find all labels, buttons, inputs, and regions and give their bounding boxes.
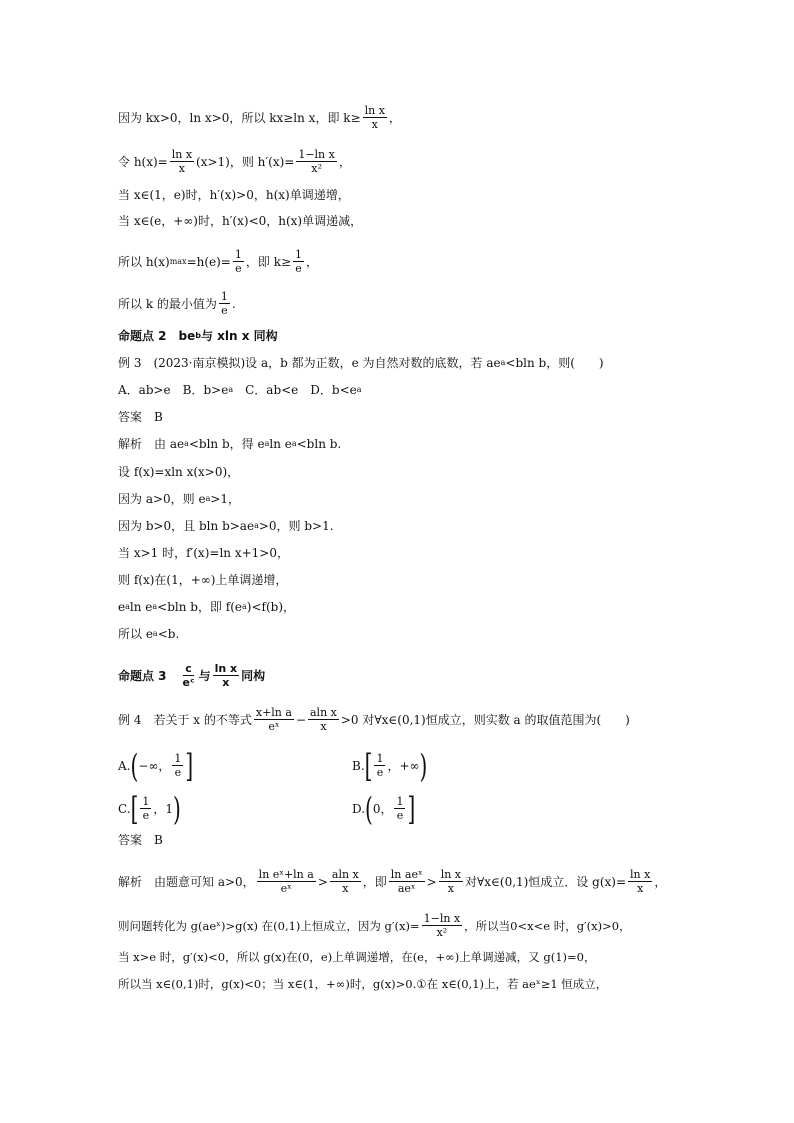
text-run: aln x xyxy=(310,706,337,719)
text-run: a xyxy=(500,358,506,367)
text-run: 因为 a>0，则 e xyxy=(118,492,206,506)
solution-4-line-4 xyxy=(118,976,607,992)
text-run: x² xyxy=(311,162,322,175)
line-5 xyxy=(118,248,318,275)
fraction xyxy=(254,706,294,733)
text-run: ， xyxy=(654,874,667,889)
text-run: 例 4 若关于 x 的不等式 xyxy=(118,712,252,727)
text-run: <bln b. xyxy=(296,437,342,451)
text-run: a xyxy=(228,385,234,394)
line-4 xyxy=(118,213,362,229)
fraction xyxy=(363,104,387,131)
text-run: x² xyxy=(436,926,448,939)
text-run: x+ln a xyxy=(255,706,292,719)
text-run: ， xyxy=(338,154,351,169)
fraction xyxy=(181,662,197,689)
fraction xyxy=(330,868,361,895)
solution-3-line-6 xyxy=(118,572,287,588)
text-run: ，所以当0<x<e 时，g′(x)>0， xyxy=(464,918,631,933)
fraction xyxy=(233,248,244,275)
text-run: − xyxy=(295,712,306,727)
text-run: >0，则 b>1. xyxy=(258,519,334,533)
text-run: 所以 k 的最小值为 xyxy=(118,296,217,311)
text-run: e xyxy=(396,809,404,822)
text-run: 例 3 (2023·南京模拟)设 a，b 都为正数，e 为自然对数的底数，若 ae xyxy=(118,356,501,370)
fraction xyxy=(219,290,230,317)
answer-4 xyxy=(118,832,163,848)
text-run: 当 x∈(e，+∞)时，h′(x)<0，h(x)单调递减， xyxy=(118,214,363,228)
text-run: e xyxy=(376,766,384,779)
text-run: )<f(b)， xyxy=(246,600,296,614)
fraction xyxy=(394,795,405,822)
text-run: =h(e)= xyxy=(186,254,231,269)
line-2 xyxy=(118,148,351,175)
text-run: x xyxy=(637,882,644,895)
text-run: ln aeˣ xyxy=(390,868,423,881)
text-run: 设 f(x)=xln x(x>0)， xyxy=(118,465,240,479)
fraction xyxy=(293,248,304,275)
text-run: e xyxy=(118,600,126,614)
text-run: (x>1)，则 h′(x)= xyxy=(196,154,295,169)
text-run: aln x xyxy=(331,868,359,881)
text-run: ，即 xyxy=(362,874,387,889)
text-run: ，即 k≥ xyxy=(245,254,292,269)
text-run: > xyxy=(426,874,437,889)
text-run: eᶜ xyxy=(182,676,195,689)
text-run: aeˣ xyxy=(397,882,416,895)
text-run: ln x xyxy=(214,662,238,675)
text-run: a xyxy=(125,602,130,611)
text-run: 解析 由 ae xyxy=(118,437,185,451)
text-run: >1， xyxy=(210,492,241,506)
text-run: D. xyxy=(352,801,366,816)
fraction xyxy=(140,795,151,822)
line-1 xyxy=(118,104,401,131)
text-run: ， xyxy=(306,254,319,269)
solution-4-line-2 xyxy=(118,912,631,939)
text-run: 命题点 2 be xyxy=(118,329,196,343)
fraction xyxy=(213,662,240,689)
text-run: ，+∞ xyxy=(387,758,420,773)
solution-3-line-8 xyxy=(118,626,179,642)
text-run: 当 x∈(1，e)时，h′(x)>0，h(x)单调递增， xyxy=(118,188,350,202)
fraction xyxy=(422,912,463,939)
text-run: > xyxy=(317,874,328,889)
text-run: eˣ xyxy=(280,882,292,895)
text-run: A．ab>e B．b>e xyxy=(118,383,229,397)
text-run: 对∀x∈(0,1)恒成立．设 g(x)= xyxy=(465,874,627,889)
line-6 xyxy=(118,290,236,317)
text-run: x xyxy=(178,162,185,175)
line-3 xyxy=(118,187,350,203)
fraction xyxy=(172,752,183,779)
text-run: >0 对∀x∈(0,1)恒成立，则实数 a 的取值范围为( ) xyxy=(340,712,630,727)
text-run: e xyxy=(174,766,182,779)
option-b: B. [ $\frac{1}{e}$ ，+∞ ) xyxy=(352,746,428,785)
text-run: 令 h(x)= xyxy=(118,154,168,169)
text-run: a xyxy=(264,439,270,448)
text-run: 因为 b>0，且 bln b>ae xyxy=(118,519,255,533)
text-run: 1 xyxy=(174,752,182,765)
fraction xyxy=(308,706,339,733)
solution-3-line-4 xyxy=(118,518,334,534)
text-run: . xyxy=(231,296,236,311)
text-run: a xyxy=(205,494,211,503)
text-run: 则问题转化为 g(aeˣ)>g(x) 在(0,1)上恒成立，因为 g′(x)= xyxy=(118,918,420,933)
text-run: ， xyxy=(388,110,401,125)
text-run: 1 xyxy=(396,795,404,808)
text-run: 1 xyxy=(376,752,384,765)
text-run: ln e xyxy=(269,437,292,451)
text-run: −∞， xyxy=(138,758,171,773)
text-run: e xyxy=(221,304,228,317)
text-run: ln x xyxy=(364,104,385,117)
text-run: <bln b，则( ) xyxy=(505,356,604,370)
text-run: ，1 xyxy=(153,801,174,816)
text-run: a xyxy=(291,439,297,448)
text-run: a xyxy=(242,602,247,611)
text-run: 答案 B xyxy=(118,410,163,424)
text-run: 1−ln x xyxy=(298,148,335,161)
text-run: ln x xyxy=(440,868,461,881)
text-run: <bln b，得 e xyxy=(188,437,265,451)
text-run: 答案 B xyxy=(118,833,163,847)
fraction xyxy=(439,868,463,895)
solution-3-line-3 xyxy=(118,491,240,507)
text-run: 所以 e xyxy=(118,627,153,641)
option-a: A. ( −∞， $\frac{1}{e}$ ] xyxy=(118,746,194,785)
text-run: B. xyxy=(352,758,365,773)
example-3-options xyxy=(118,382,362,398)
text-run: 当 x>e 时，g′(x)<0，所以 g(x)在(0，e)上单调递增，在(e，+∞)上单调递减，又 g(1)=0， xyxy=(118,950,596,964)
text-run: ln x xyxy=(171,148,193,161)
text-run: x xyxy=(320,720,327,733)
text-run: 因为 kx>0，ln x>0，所以 kx≥ln x，即 k≥ xyxy=(118,110,361,125)
solution-3-line-2 xyxy=(118,464,239,480)
fraction xyxy=(257,868,316,895)
option-d: D. ( 0， $\frac{1}{e}$ ] xyxy=(352,789,416,828)
heading-proposition-2 xyxy=(118,328,278,344)
text-run: C. xyxy=(118,801,131,816)
solution-3-line-1 xyxy=(118,436,341,452)
text-run: eˣ xyxy=(268,720,280,733)
text-run: 与 xln x 同构 xyxy=(201,329,278,343)
text-run: 所以 h(x) xyxy=(118,254,170,269)
fraction xyxy=(628,868,652,895)
answer-3 xyxy=(118,409,163,425)
text-run: <b. xyxy=(157,627,180,641)
text-run: ln e xyxy=(129,600,153,614)
text-run: a xyxy=(254,521,259,530)
text-run: 所以当 x∈(0,1)时，g(x)<0；当 x∈(1，+∞)时，g(x)>0.①在 x∈(0,1)上，若 aeˣ≥1 恒成立， xyxy=(118,977,608,991)
text-run: max xyxy=(169,256,187,266)
text-run: x xyxy=(342,882,349,895)
text-run: 则 f(x)在(1，+∞)上单调递增， xyxy=(118,573,288,587)
text-run: a xyxy=(356,385,362,394)
solution-3-line-5 xyxy=(118,545,289,561)
text-run: 1 xyxy=(142,795,150,808)
text-run: b xyxy=(195,331,201,340)
fraction xyxy=(170,148,194,175)
text-run: x xyxy=(222,676,230,689)
text-run: C．ab<e D．b<e xyxy=(233,383,357,397)
fraction xyxy=(296,148,337,175)
text-run: a xyxy=(152,629,158,638)
text-run: A. xyxy=(118,758,131,773)
text-run: 当 x>1 时，f′(x)=ln x+1>0， xyxy=(118,546,289,560)
text-run: ln x xyxy=(630,868,651,881)
text-run: 1 xyxy=(234,248,242,261)
solution-4-line-1 xyxy=(118,868,666,895)
text-run: c xyxy=(185,662,192,675)
example-4-stem xyxy=(118,706,630,733)
text-run: ln eˣ+ln a xyxy=(258,868,314,881)
heading-proposition-3 xyxy=(118,662,265,689)
text-run: x xyxy=(447,882,454,895)
text-run: <bln b，即 f(e xyxy=(157,600,242,614)
text-run: e xyxy=(142,809,150,822)
option-c: C. [ $\frac{1}{e}$ ，1 ) xyxy=(118,789,181,828)
text-run: a xyxy=(152,602,158,611)
text-run: a xyxy=(184,439,189,448)
text-run: 解析 由题意可知 a>0， xyxy=(118,874,255,889)
text-run: 与 xyxy=(198,668,211,683)
solution-3-line-7 xyxy=(118,599,295,615)
text-run: x xyxy=(371,118,378,131)
text-run: 1−ln x xyxy=(423,912,461,925)
text-run: 1 xyxy=(220,290,228,303)
fraction xyxy=(389,868,425,895)
solution-4-line-3 xyxy=(118,949,595,965)
text-run: 同构 xyxy=(241,668,266,683)
text-run: 1 xyxy=(295,248,303,261)
text-run: e xyxy=(235,262,242,275)
text-run: 0， xyxy=(372,801,393,816)
text-run: 命题点 3 xyxy=(118,668,179,683)
fraction xyxy=(374,752,385,779)
example-3-stem xyxy=(118,355,604,371)
text-run: e xyxy=(295,262,302,275)
